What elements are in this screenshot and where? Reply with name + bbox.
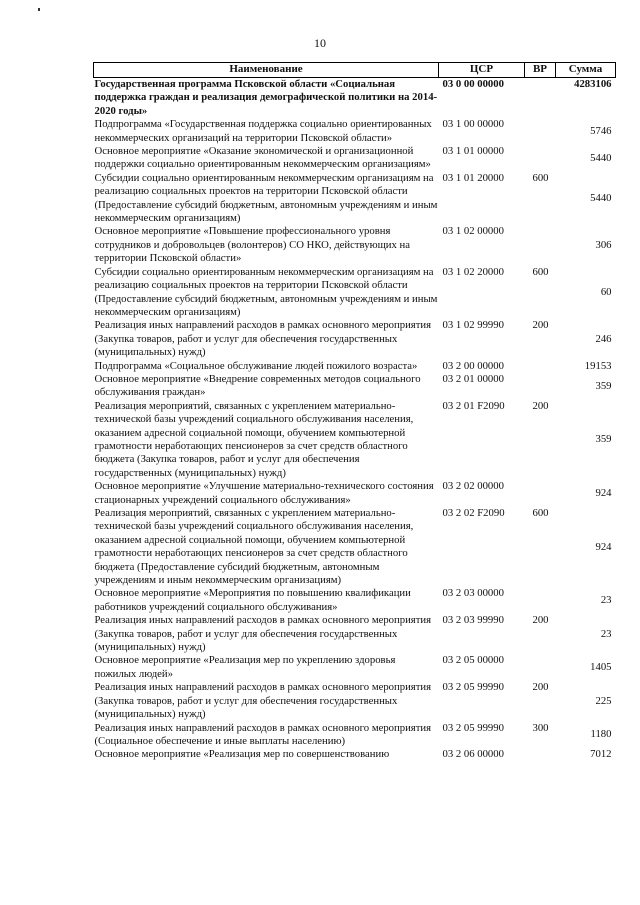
row-name: Субсидии социально ориентированным некоммерческим организациям на реализацию социальных проектов на территории Псковской области (Предоставление субсидий бюджетным, автономным учреждениям и иным некоммерческим организациям) <box>94 171 438 225</box>
row-vr: 600 <box>532 507 549 519</box>
table-header-row <box>94 63 616 78</box>
row-code: 03 1 02 20000 <box>442 265 504 278</box>
row-name: Реализация иных направлений расходов в рамках основного мероприятия (Закупка товаров, работ и услуг для обеспечения государственных (муниципальных) нужд) <box>94 614 432 654</box>
table-row <box>94 172 616 226</box>
row-code: 03 2 05 00000 <box>442 654 504 667</box>
row-sum: 5440 <box>590 191 612 204</box>
row-code: 03 1 02 00000 <box>442 225 504 238</box>
row-code: 03 2 03 00000 <box>442 587 504 600</box>
row-sum: 5440 <box>590 151 612 164</box>
table-row <box>94 400 616 480</box>
row-name: Основное мероприятие «Реализация мер по укреплению здоровья пожилых людей» <box>94 654 396 680</box>
table-row <box>94 722 616 749</box>
row-name: Реализация иных направлений расходов в рамках основного мероприятия (Закупка товаров, работ и услуг для обеспечения государственных (муниципальных) нужд) <box>94 681 432 721</box>
row-vr: 200 <box>532 681 549 694</box>
row-vr: 300 <box>532 721 549 734</box>
table-row <box>94 614 616 654</box>
row-vr: 200 <box>532 399 549 412</box>
page-number: 10 <box>314 36 326 50</box>
row-vr <box>525 78 556 119</box>
row-sum: 7012 <box>590 748 612 761</box>
row-sum: 359 <box>595 433 612 446</box>
table-row <box>94 681 616 721</box>
row-vr: 600 <box>532 265 549 278</box>
row-sum: 19153 <box>584 359 612 372</box>
row-sum: 23 <box>600 594 612 607</box>
row-name: Основное мероприятие «Повышение профессионального уровня сотрудников и добровольцев (волонтеров) СО НКО, действующих на территории Псковской области» <box>94 225 410 265</box>
row-sum: 23 <box>600 627 612 640</box>
row-vr: 200 <box>532 614 549 627</box>
row-code: 03 2 01 F2090 <box>442 399 505 412</box>
row-sum: 5746 <box>590 124 612 137</box>
row-code: 03 1 01 20000 <box>442 171 504 184</box>
row-vr: 600 <box>532 171 549 184</box>
row-name: Основное мероприятие «Улучшение материально-технического состояния стационарных учреждений социального обслуживания» <box>94 480 434 506</box>
row-vr <box>525 748 556 761</box>
row-code: 03 2 00 00000 <box>442 359 504 372</box>
row-vr <box>525 360 556 373</box>
row-sum: 924 <box>595 486 612 499</box>
row-name: Субсидии социально ориентированным некоммерческим организациям на реализацию социальных проектов на территории Псковской области (Предоставление субсидий бюджетным, автономным учреждениям и иным некоммерческим организациям) <box>94 265 438 318</box>
row-code: 03 2 02 F2090 <box>442 507 505 519</box>
row-name: Основное мероприятие «Внедрение современных методов социального обслуживания граждан» <box>94 372 421 399</box>
row-code: 03 2 01 00000 <box>442 372 504 385</box>
row-sum: 60 <box>600 285 612 298</box>
row-name: Реализация мероприятий, связанных с укреплением материально-технической базы учреждений социального обслуживания населения, оказанием адресной социальной помощи, обучением компьютерной грамотности неработающих пенсионеров за счет средств областного бюджета (Закупка товаров, работ и услуг для обеспечения государственных (муниципальных) нужд) <box>94 399 414 479</box>
table-row <box>94 480 616 507</box>
header-name: Наименование <box>94 63 439 78</box>
table-row <box>94 587 616 614</box>
row-name: Основное мероприятие «Реализация мер по совершенствованию <box>94 748 390 761</box>
row-vr: 200 <box>532 319 549 332</box>
table-row <box>94 373 616 400</box>
row-code: 03 1 02 99990 <box>442 319 504 332</box>
table-row <box>94 266 616 320</box>
row-sum: 225 <box>595 694 612 707</box>
row-vr <box>525 587 556 614</box>
row-vr <box>525 118 556 145</box>
table-row <box>94 225 616 265</box>
row-name: Реализация мероприятий, связанных с укреплением материально-технической базы учреждений социального обслуживания населения, оказанием адресной социальной помощи, обучением компьютерной грамотности неработающих пенсионеров за счет средств областного бюджета (Предоставление субсидий бюджетным, автономным учреждениям и иным некоммерческим организациям) <box>94 507 414 587</box>
row-name: Государственная программа Псковской области «Социальная поддержка граждан и реализация демографической политики на 2014-2020 годы» <box>94 78 438 117</box>
budget-table <box>93 62 616 762</box>
row-vr <box>525 373 556 400</box>
scan-mark <box>38 8 40 11</box>
row-sum: 1405 <box>590 661 612 674</box>
row-name: Подпрограмма «Государственная поддержка социально ориентированных некоммерческих организаций на территории Псковской области» <box>94 118 432 144</box>
row-name: Реализация иных направлений расходов в рамках основного мероприятия (Социальное обеспечение и иные выплаты населению) <box>94 721 432 747</box>
row-vr <box>525 145 556 172</box>
row-sum: 246 <box>595 332 612 345</box>
row-vr <box>525 225 556 265</box>
header-sum: Сумма <box>556 63 616 78</box>
row-sum: 1180 <box>590 728 612 741</box>
table-row <box>94 507 616 587</box>
table-row <box>94 145 616 172</box>
row-vr <box>525 480 556 507</box>
row-code: 03 2 05 99990 <box>442 721 504 734</box>
row-vr <box>525 654 556 681</box>
row-code: 03 1 00 00000 <box>442 118 504 131</box>
table-row <box>94 654 616 681</box>
table-row <box>94 748 616 761</box>
row-sum: 359 <box>595 379 612 392</box>
table-row <box>94 319 616 359</box>
row-name: Подпрограмма «Социальное обслуживание людей пожилого возраста» <box>94 359 418 372</box>
row-sum: 4283106 <box>574 78 612 90</box>
row-code: 03 2 05 99990 <box>442 681 504 694</box>
row-code: 03 2 03 99990 <box>442 614 504 627</box>
row-code: 03 2 06 00000 <box>442 748 504 761</box>
row-name: Реализация иных направлений расходов в рамках основного мероприятия (Закупка товаров, работ и услуг для обеспечения государственных (муниципальных) нужд) <box>94 319 432 359</box>
table-row <box>94 78 616 119</box>
table-row <box>94 118 616 145</box>
row-name: Основное мероприятие «Оказание экономической и организационной поддержки социально ориентированным некоммерческим организациям» <box>94 145 431 171</box>
table-row <box>94 360 616 373</box>
row-name: Основное мероприятие «Мероприятия по повышению квалификации работников учреждений социального обслуживания» <box>94 587 411 613</box>
table-body <box>94 78 616 762</box>
row-sum: 306 <box>595 238 612 251</box>
row-sum: 924 <box>595 540 612 553</box>
row-code: 03 1 01 00000 <box>442 145 504 158</box>
header-vr: ВР <box>525 63 556 78</box>
header-code: ЦСР <box>439 63 525 78</box>
row-code: 03 0 00 00000 <box>442 78 504 90</box>
row-code: 03 2 02 00000 <box>442 480 504 493</box>
